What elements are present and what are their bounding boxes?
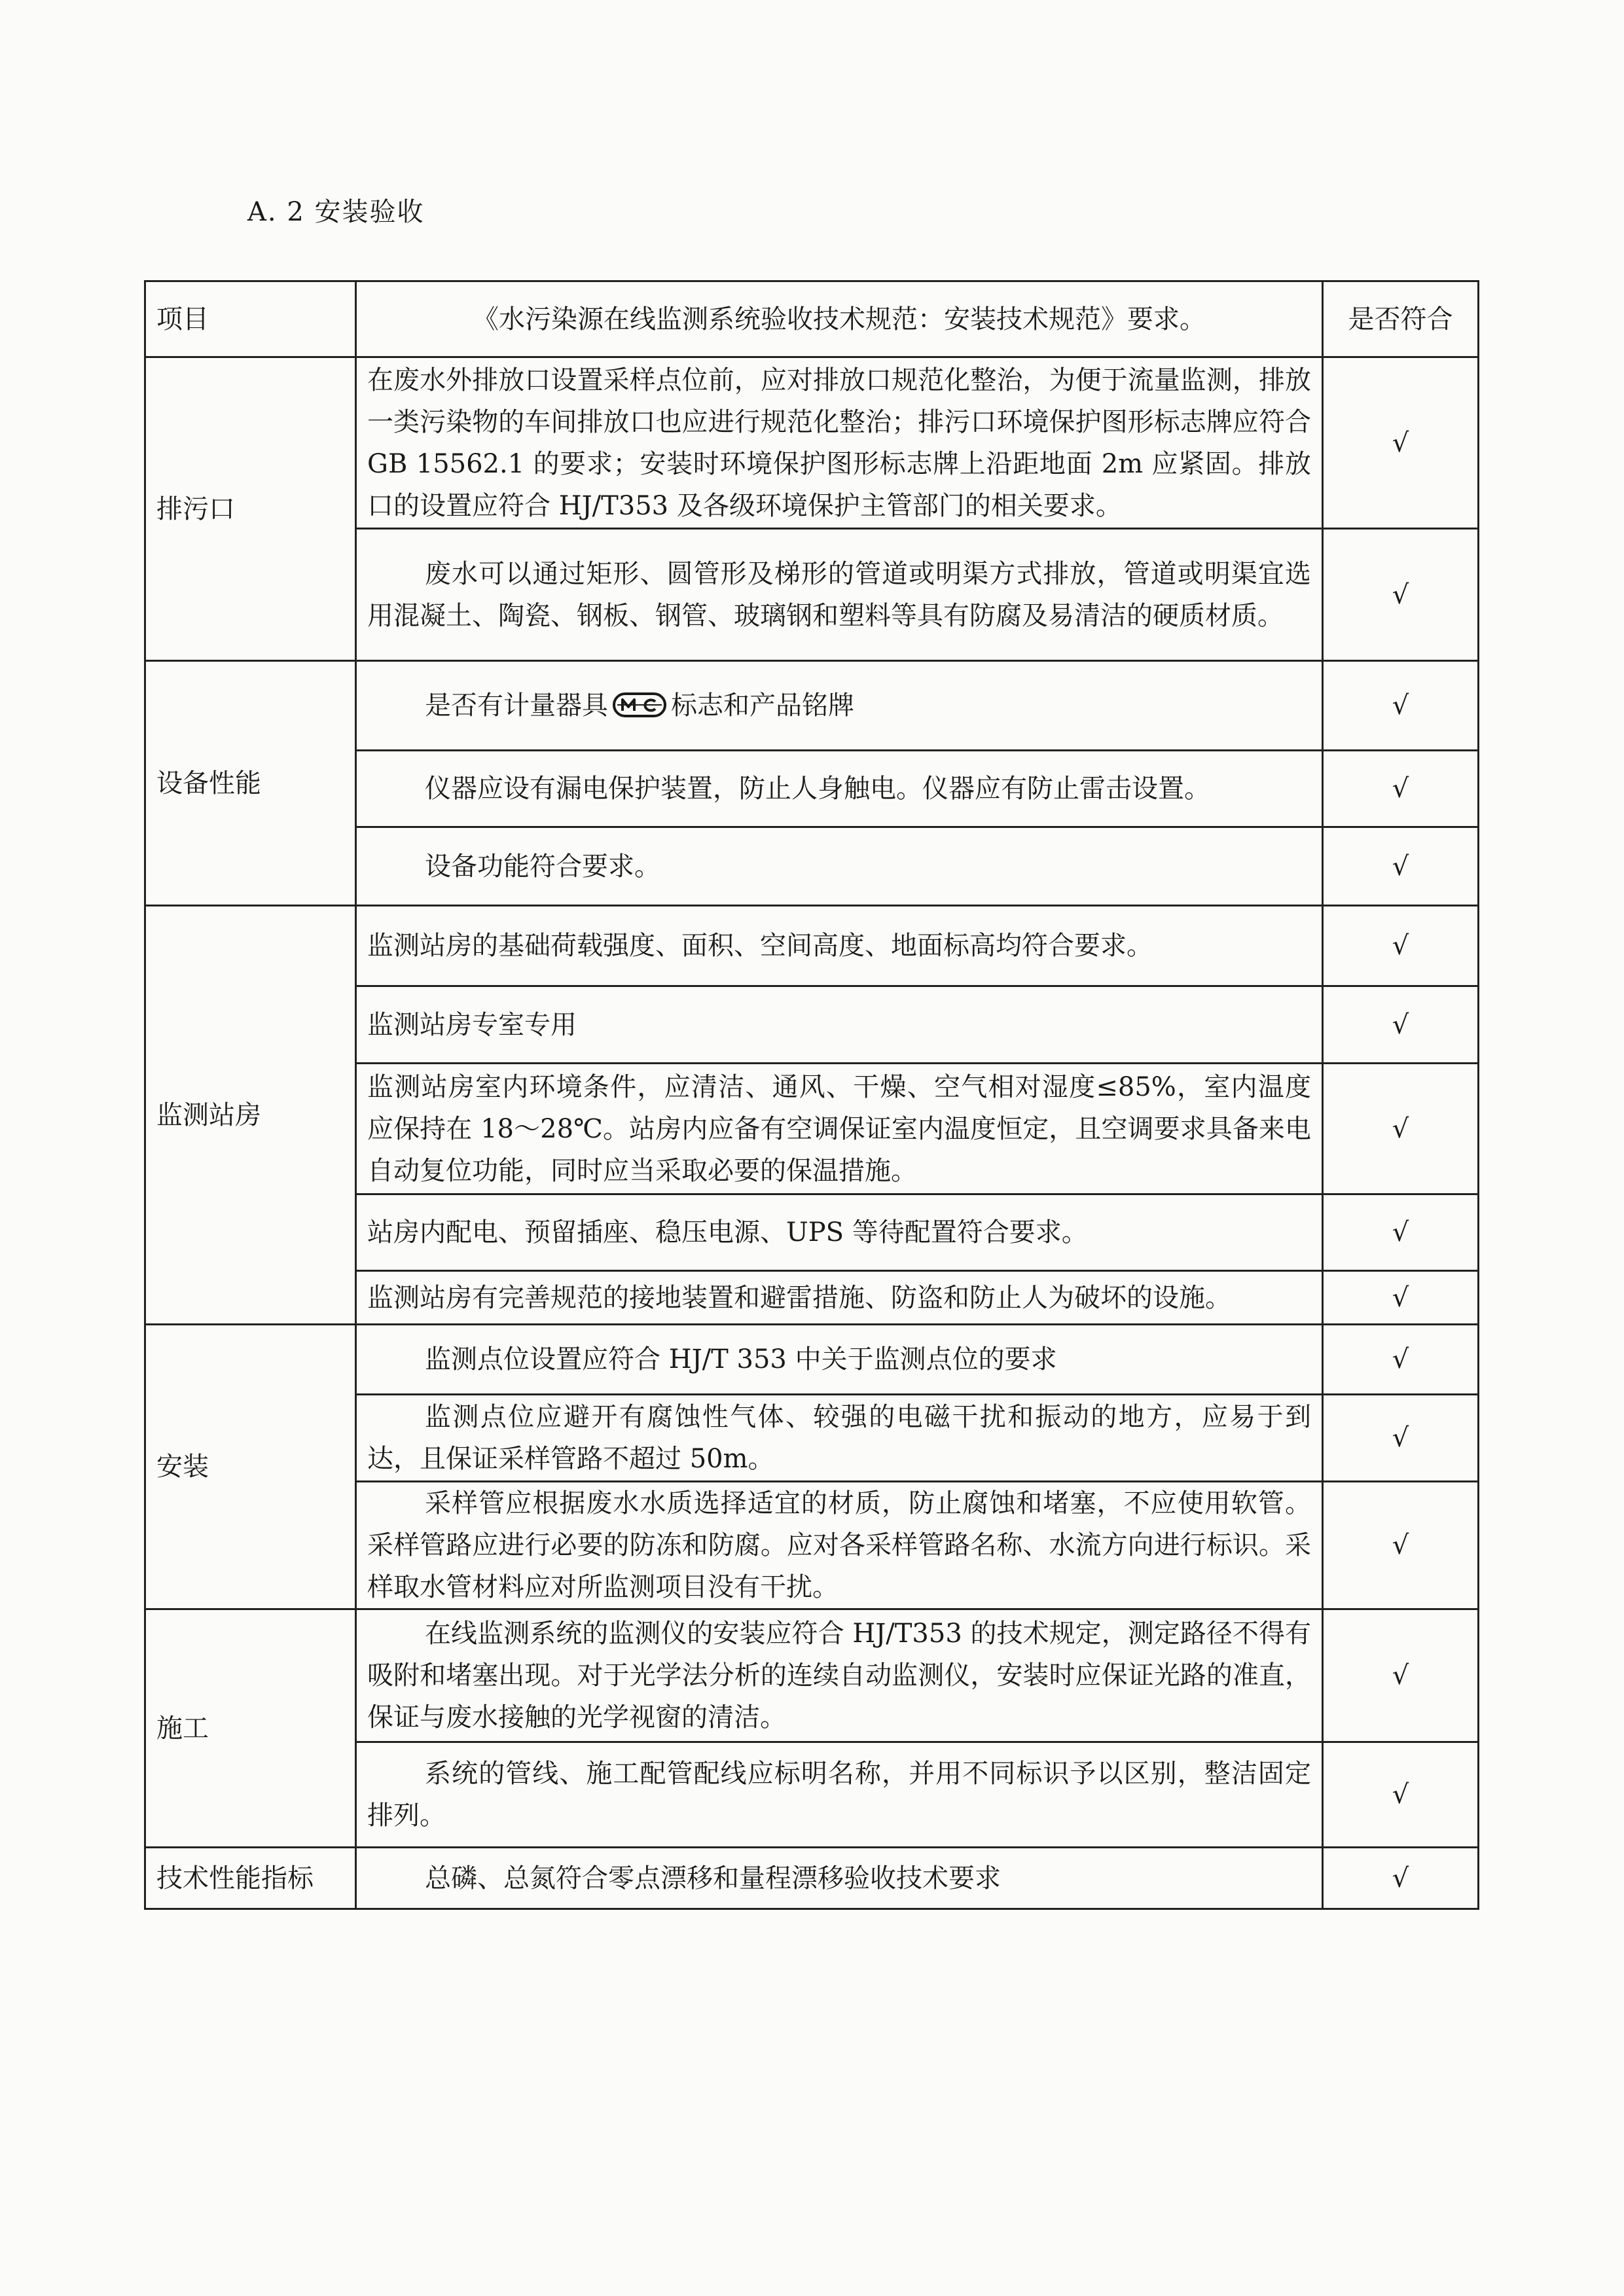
category-installation: 安装 [145,1325,356,1609]
header-item: 项目 [145,281,356,357]
table-row [145,357,1479,529]
installation-acceptance-table [144,280,1479,1910]
table-row [145,1325,1479,1395]
conform-mark: √ [1323,751,1479,827]
section-title: A. 2 安装验收 [247,197,425,227]
table-row [145,661,1479,751]
requirement-text: 系统的管线、施工配管配线应标明名称，并用不同标识予以区别，整洁固定排列。 [356,1742,1323,1848]
header-conform: 是否符合 [1323,281,1479,357]
table-row [145,906,1479,986]
conform-mark: √ [1323,1609,1479,1742]
requirement-text: 监测站房的基础荷载强度、面积、空间高度、地面标高均符合要求。 [356,906,1323,986]
mc-metrology-mark-icon [612,692,667,718]
conform-mark: √ [1323,1194,1479,1271]
conform-mark: √ [1323,1742,1479,1848]
category-construction: 施工 [145,1609,356,1848]
requirement-text: 监测站房有完善规范的接地装置和避雷措施、防盗和防止人为破坏的设施。 [356,1271,1323,1325]
table-row [145,1609,1479,1742]
requirement-text: 监测点位设置应符合 HJ/T 353 中关于监测点位的要求 [356,1325,1323,1395]
conform-mark: √ [1323,1395,1479,1482]
requirement-text-part: 是否有计量器具 [425,691,608,721]
requirement-text: 监测站房专室专用 [356,986,1323,1064]
requirement-text: 监测站房室内环境条件，应清洁、通风、干燥、空气相对湿度≤85%，室内温度应保持在 18～28℃。站房内应备有空调保证室内温度恒定，且空调要求具备来电自动复位功能，同时应当采取必要的保温措施。 [356,1064,1323,1194]
requirement-text: 设备功能符合要求。 [356,827,1323,906]
requirement-text: 废水可以通过矩形、圆管形及梯形的管道或明渠方式排放，管道或明渠宜选用混凝土、陶瓷、钢板、钢管、玻璃钢和塑料等具有防腐及易清洁的硬质材质。 [356,529,1323,661]
header-requirement: 《水污染源在线监测系统验收技术规范：安装技术规范》要求。 [356,281,1323,357]
requirement-text: 在废水外排放口设置采样点位前，应对排放口规范化整治，为便于流量监测，排放一类污染物的车间排放口也应进行规范化整治；排污口环境保护图形标志牌应符合 GB 15562.1 的要求；安装时环境保护图形标志牌上沿距地面 2m 应紧固。排放口的设置应符合 HJ/T353 及各级环境保护主管部门的相关要求。 [356,357,1323,529]
requirement-text: 监测点位应避开有腐蚀性气体、较强的电磁干扰和振动的地方，应易于到达，且保证采样管路不超过 50m。 [356,1395,1323,1482]
requirement-text: 在线监测系统的监测仪的安装应符合 HJ/T353 的技术规定，测定路径不得有吸附和堵塞出现。对于光学法分析的连续自动监测仪，安装时应保证光路的准直，保证与废水接触的光学视窗的清洁。 [356,1609,1323,1742]
conform-mark: √ [1323,1064,1479,1194]
conform-mark: √ [1323,986,1479,1064]
conform-mark: √ [1323,1271,1479,1325]
conform-mark: √ [1323,529,1479,661]
table-row [145,1848,1479,1909]
category-technical-performance: 技术性能指标 [145,1848,356,1909]
requirement-text [356,661,1323,751]
table-header-row [145,281,1479,357]
conform-mark: √ [1323,1848,1479,1909]
conform-mark: √ [1323,661,1479,751]
conform-mark: √ [1323,827,1479,906]
category-monitoring-station: 监测站房 [145,906,356,1325]
requirement-text: 采样管应根据废水水质选择适宜的材质，防止腐蚀和堵塞，不应使用软管。采样管路应进行必要的防冻和防腐。应对各采样管路名称、水流方向进行标识。采样取水管材料应对所监测项目没有干扰。 [356,1482,1323,1609]
conform-mark: √ [1323,1482,1479,1609]
category-equipment: 设备性能 [145,661,356,906]
requirement-text-part: 标志和产品铭牌 [671,691,854,721]
requirement-text: 总磷、总氮符合零点漂移和量程漂移验收技术要求 [356,1848,1323,1909]
requirement-text: 站房内配电、预留插座、稳压电源、UPS 等待配置符合要求。 [356,1194,1323,1271]
conform-mark: √ [1323,357,1479,529]
requirement-text: 仪器应设有漏电保护装置，防止人身触电。仪器应有防止雷击设置。 [356,751,1323,827]
conform-mark: √ [1323,906,1479,986]
conform-mark: √ [1323,1325,1479,1395]
category-outfall: 排污口 [145,357,356,661]
